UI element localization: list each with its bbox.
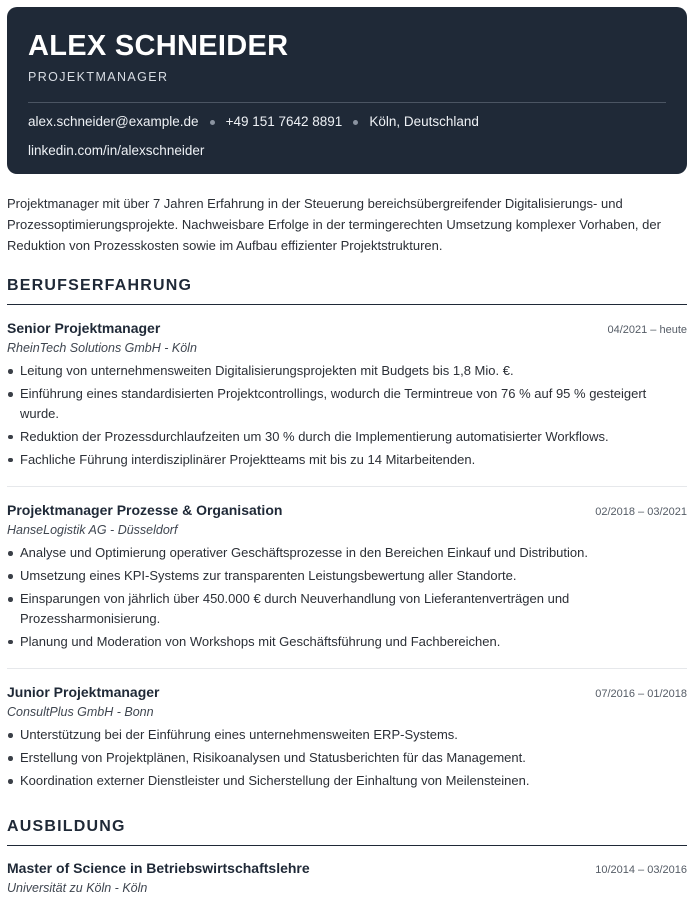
job-bullets [7,361,687,469]
location: Köln, Deutschland [369,114,479,129]
bullet-item: Unterstützung bei der Einführung eines unternehmensweiten ERP-Systems. [7,725,687,745]
job-bullets [7,543,687,651]
school-name: Universität zu Köln - Köln [7,881,148,895]
job-title: Senior Projektmanager [7,320,161,336]
job-entry [7,683,687,794]
email-link[interactable]: alex.schneider@example.de [28,114,199,129]
candidate-name: ALEX SCHNEIDER [28,30,289,62]
job-entry [7,501,687,655]
job-entry [7,319,687,473]
job-title: Projektmanager Prozesse & Organisation [7,502,283,518]
bullet-item: Analyse und Optimierung operativer Geschäftsprozesse in den Bereichen Einkauf und Distribution. [7,543,687,563]
contact-row [28,113,666,131]
candidate-title: PROJEKTMANAGER [28,70,169,84]
job-date: 04/2021 – heute [607,324,687,336]
job-bullets [7,725,687,791]
bullet-item: Koordination externer Dienstleister und Sicherstellung der Einhaltung von Meilensteinen. [7,771,687,791]
bullet-item: Erstellung von Projektplänen, Risikoanalysen und Statusberichten für das Management. [7,748,687,768]
separator-dot-icon [353,120,358,125]
education-entry [7,859,687,896]
job-title: Junior Projektmanager [7,684,160,700]
education-date: 10/2014 – 03/2016 [595,864,687,876]
job-date: 07/2016 – 01/2018 [595,688,687,700]
job-date: 02/2018 – 03/2021 [595,506,687,518]
header-card [7,7,687,174]
bullet-item: Einsparungen von jährlich über 450.000 € durch Neuverhandlung von Lieferantenverträgen und Prozessharmonisierung. [7,589,687,628]
linkedin-link[interactable]: linkedin.com/in/alexschneider [28,143,205,158]
phone-number[interactable]: +49 151 7642 8891 [225,114,343,129]
job-company: RheinTech Solutions GmbH - Köln [7,341,197,355]
profile-summary: Projektmanager mit über 7 Jahren Erfahrung in der Steuerung bereichsübergreifender Digitalisierungs- und Prozessoptimierungsprojekte. Nachweisbare Erfolge in der termingerechten Umsetzung komplexer Vorhaben, der Reduktion von Prozesskosten sowie im Aufbau effizienter Projektstrukturen. [7,196,661,253]
bullet-item: Einführung eines standardisierten Projektcontrollings, wodurch die Termintreue von 76 % auf 95 % gesteigert wurde. [7,384,687,423]
section-title-education: AUSBILDUNG [7,817,687,846]
bullet-item: Leitung von unternehmensweiten Digitalisierungsprojekten mit Budgets bis 1,8 Mio. €. [7,361,687,381]
bullet-item: Planung und Moderation von Workshops mit Geschäftsführung und Fachbereichen. [7,632,687,652]
degree-title: Master of Science in Betriebswirtschaftslehre [7,860,310,876]
job-company: ConsultPlus GmbH - Bonn [7,705,154,719]
job-divider [7,486,687,487]
bullet-item: Reduktion der Prozessdurchlaufzeiten um 30 % durch die Implementierung automatisierter Workflows. [7,427,687,447]
job-company: HanseLogistik AG - Düsseldorf [7,523,178,537]
bullet-item: Fachliche Führung interdisziplinärer Projektteams mit bis zu 14 Mitarbeitenden. [7,450,687,470]
section-title-experience: BERUFSERFAHRUNG [7,276,687,305]
bullet-item: Umsetzung eines KPI-Systems zur transparenten Leistungsbewertung aller Standorte. [7,566,687,586]
header-divider [28,102,666,103]
separator-dot-icon [210,120,215,125]
job-divider [7,668,687,669]
